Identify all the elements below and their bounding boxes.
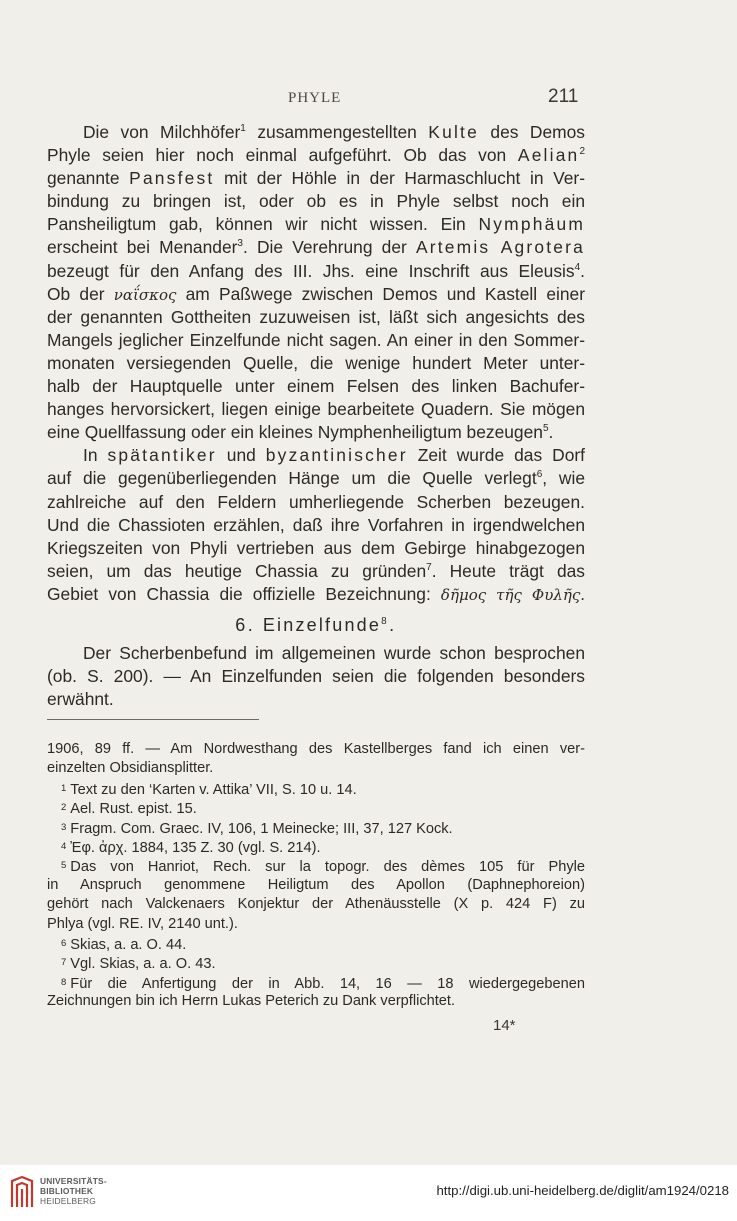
text-line (47, 398, 585, 421)
footnote-number: 1 (61, 782, 67, 794)
page-number: 211 (548, 86, 579, 107)
footnote-line (47, 837, 585, 856)
footnote-rule (47, 719, 259, 720)
text-run: byzantinischer (265, 445, 408, 466)
logo-line-1: UNIVERSITÄTS- (40, 1176, 107, 1186)
logo-line-3: HEIDELBERG (40, 1196, 96, 1206)
text-run: Kriegszeiten von Phyli vertrieben aus dem Gebirge hinabgezogen (47, 537, 585, 558)
text-run: . (548, 422, 554, 443)
text-run: halb der Hauptquelle unter einem Felsen des linken Bachufer- (47, 376, 585, 397)
text-run: (ob. S. 200). — An Einzelfunden seien die folgenden besonders (47, 666, 585, 687)
text-line (47, 560, 585, 583)
text-run: Phyle seien hier noch einmal aufgeführt. Ob das von (47, 145, 518, 166)
text-run: bindung zu bringen ist, oder ob es in Phyle selbst noch ein (47, 191, 585, 212)
logo-line-2: BIBLIOTHEK (40, 1186, 94, 1196)
footnote-number: 5 (61, 860, 67, 872)
running-head (0, 86, 737, 110)
paragraph-einzelfunde (47, 642, 585, 711)
footnote-line (47, 779, 585, 798)
text-line (47, 190, 585, 213)
footnote-text: Ἐφ. ἀρχ. 1884, 135 Z. 30 (vgl. S. 214). (70, 839, 321, 856)
footnote-ref: 6 (536, 469, 543, 481)
text-line (47, 665, 585, 688)
text-run: Mangels jeglicher Einzelfunde nicht sagen. An einer in den Sommer- (47, 329, 585, 350)
footnote-number: 4 (61, 840, 67, 852)
paragraph-spaetantik (47, 444, 585, 606)
footnote-text: Skias, a. a. O. 44. (70, 936, 187, 953)
text-line (47, 491, 585, 514)
text-line (47, 352, 585, 375)
text-run: der genannten Gottheiten zuzuweisen ist, läßt sich angesichts des (47, 306, 585, 327)
footnote-text: in Anspruch genommene Heiligtum des Apollon (Daphnephoreion) (47, 876, 585, 893)
footnote-text: einzelten Obsidiansplitter. (47, 760, 214, 777)
footnote-text: Zeichnungen bin ich Herrn Lukas Peterich zu Dank verpflichtet. (47, 993, 456, 1010)
footnote-line (47, 895, 585, 914)
text-run: . (580, 260, 585, 281)
footnote-ref: 3 (237, 238, 243, 250)
text-run: Kulte (428, 122, 479, 142)
text-run: . Die Verehrung der (242, 237, 416, 258)
permalink-url[interactable]: http://digi.ub.uni-heidelberg.de/diglit/am1924/0218 (436, 1183, 729, 1198)
footnote-number: 2 (61, 802, 67, 814)
greek-text: ναΐσκος (113, 285, 177, 304)
text-run: am Paßwege zwischen Demos und Kastell einer (176, 283, 585, 304)
footnote-text: Vgl. Skias, a. a. O. 43. (70, 956, 216, 973)
library-logo[interactable] (8, 1175, 118, 1211)
text-line (47, 514, 585, 537)
footnote-ref: 7 (426, 561, 432, 573)
text-line (47, 213, 585, 236)
text-run: bezeugt für den Anfang des III. Jhs. eine Inschrift aus Eleusis (47, 260, 575, 281)
footnote-text: gehört nach Valckenaers Konjektur der Athenäusstelle (X p. 424 F) zu (47, 896, 585, 913)
heading-footnote-mark: 8 (381, 615, 390, 627)
text-run: hanges hervorsickert, liegen einige bearbeitete Quadern. Sie mögen (47, 399, 585, 420)
footnote-line (47, 818, 585, 837)
footnotes (47, 740, 585, 1011)
library-logo-icon (8, 1175, 36, 1211)
text-run: Die von Milchhöfer (83, 122, 241, 142)
text-line (47, 260, 585, 283)
text-line (47, 329, 585, 352)
text-run: auf die gegenüberliegenden Hänge um die Quelle verlegt (47, 468, 537, 489)
text-run: Der Scherbenbefund im allgemeinen wurde schon besprochen (83, 642, 585, 663)
footnote-text: 1906, 89 ff. — Am Nordwesthang des Kastellberges fand ich einen ver- (47, 741, 585, 757)
footnote-line (47, 876, 585, 895)
footnote-text: Das von Hanriot, Rech. sur la topogr. des dèmes 105 für Phyle (70, 859, 585, 876)
text-run: genannte (47, 168, 130, 189)
text-line (47, 467, 585, 490)
text-run: monaten versiegenden Quelle, die wenige hundert Meter unter- (47, 352, 585, 373)
text-line (47, 444, 585, 467)
text-line (47, 375, 585, 398)
footnote-line (47, 798, 585, 817)
footnote-number: 6 (61, 937, 67, 949)
text-run: Aelian (517, 145, 580, 166)
text-run: und (216, 445, 266, 466)
running-title: PHYLE (288, 90, 342, 106)
footnote-line (47, 953, 585, 972)
heading-number: 6. (235, 614, 256, 635)
text-run: Pansheiligtum gab, können wir nicht wissen. Ein (47, 214, 479, 235)
footnote-ref: 5 (542, 423, 549, 435)
text-line (47, 306, 585, 329)
footnote-ref: 1 (240, 123, 246, 135)
text-line (47, 537, 585, 560)
text-run: Und die Chassioten erzählen, daß ihre Vorfahren in irgendwelchen (47, 514, 585, 535)
text-line (47, 642, 585, 665)
footnote-line (47, 934, 585, 953)
text-run: zusammengestellten (245, 122, 429, 142)
text-line (47, 421, 585, 444)
heading-word: Einzelfunde (262, 614, 382, 635)
text-run: In (83, 445, 108, 466)
footnote-number: 7 (61, 957, 67, 969)
footnote-text: Für die Anfertigung der in Abb. 14, 16 — 18 wiedergegebenen (70, 975, 585, 992)
text-line (47, 583, 585, 606)
greek-text: δῆμος τῆς Φυλῆς. (440, 585, 585, 604)
text-run: , wie (542, 468, 585, 489)
text-run: . Heute trägt das (431, 560, 585, 581)
text-run: erwähnt. (47, 689, 114, 710)
footnote-text: Ael. Rust. epist. 15. (70, 801, 197, 818)
text-run: mit der Höhle in der Harmaschlucht in Ver- (214, 168, 585, 189)
text-run: zahlreiche auf den Feldern umherliegende Scherben bezeugen. (47, 491, 585, 512)
footnote-line (47, 915, 585, 934)
footnote-line (47, 759, 585, 778)
text-line (47, 236, 585, 259)
viewer-footer (0, 1165, 737, 1221)
signature-mark: 14* (493, 1017, 516, 1034)
text-run: seien, um das heutige Chassia zu gründen (47, 560, 427, 581)
text-run: Pansfest (129, 168, 215, 189)
text-run: erscheint bei Menander (47, 237, 238, 258)
footnote-line (47, 973, 585, 992)
text-line (47, 167, 585, 190)
section-heading (47, 614, 585, 638)
text-run: Zeit wurde das Dorf (407, 445, 585, 466)
body-text (47, 121, 585, 726)
text-line (47, 688, 585, 711)
text-line (47, 283, 585, 306)
footnote-number: 8 (61, 976, 67, 988)
footnote-ref: 4 (574, 261, 581, 273)
text-run: eine Quellfassung oder ein kleines Nymphenheiligtum bezeugen (47, 422, 543, 443)
footnote-number: 3 (61, 821, 67, 833)
footnote-line (47, 740, 585, 759)
footnote-line (47, 992, 585, 1011)
text-line (47, 121, 585, 144)
text-run: Gebiet von Chassia die offizielle Bezeichnung: (47, 583, 441, 604)
text-run: Nymphäum (478, 214, 585, 235)
footnote-ref: 2 (579, 146, 585, 158)
heading-period: . (389, 614, 397, 635)
library-logo-text (40, 1176, 107, 1206)
footnote-text: Phlya (vgl. RE. IV, 2140 unt.). (47, 915, 238, 932)
footnote-text: Fragm. Com. Graec. IV, 106, 1 Meinecke; III, 37, 127 Kock. (70, 820, 453, 837)
text-run: spätantiker (107, 445, 217, 466)
footnote-text: Text zu den ‘Karten v. Attika’ VII, S. 10 u. 14. (70, 781, 357, 798)
paragraph-kulte (47, 121, 585, 444)
text-run: Ob der (47, 283, 114, 304)
text-run: Artemis Agrotera (415, 237, 585, 258)
footnote-line (47, 856, 585, 875)
text-line (47, 144, 585, 167)
text-run: des Demos (478, 122, 585, 142)
